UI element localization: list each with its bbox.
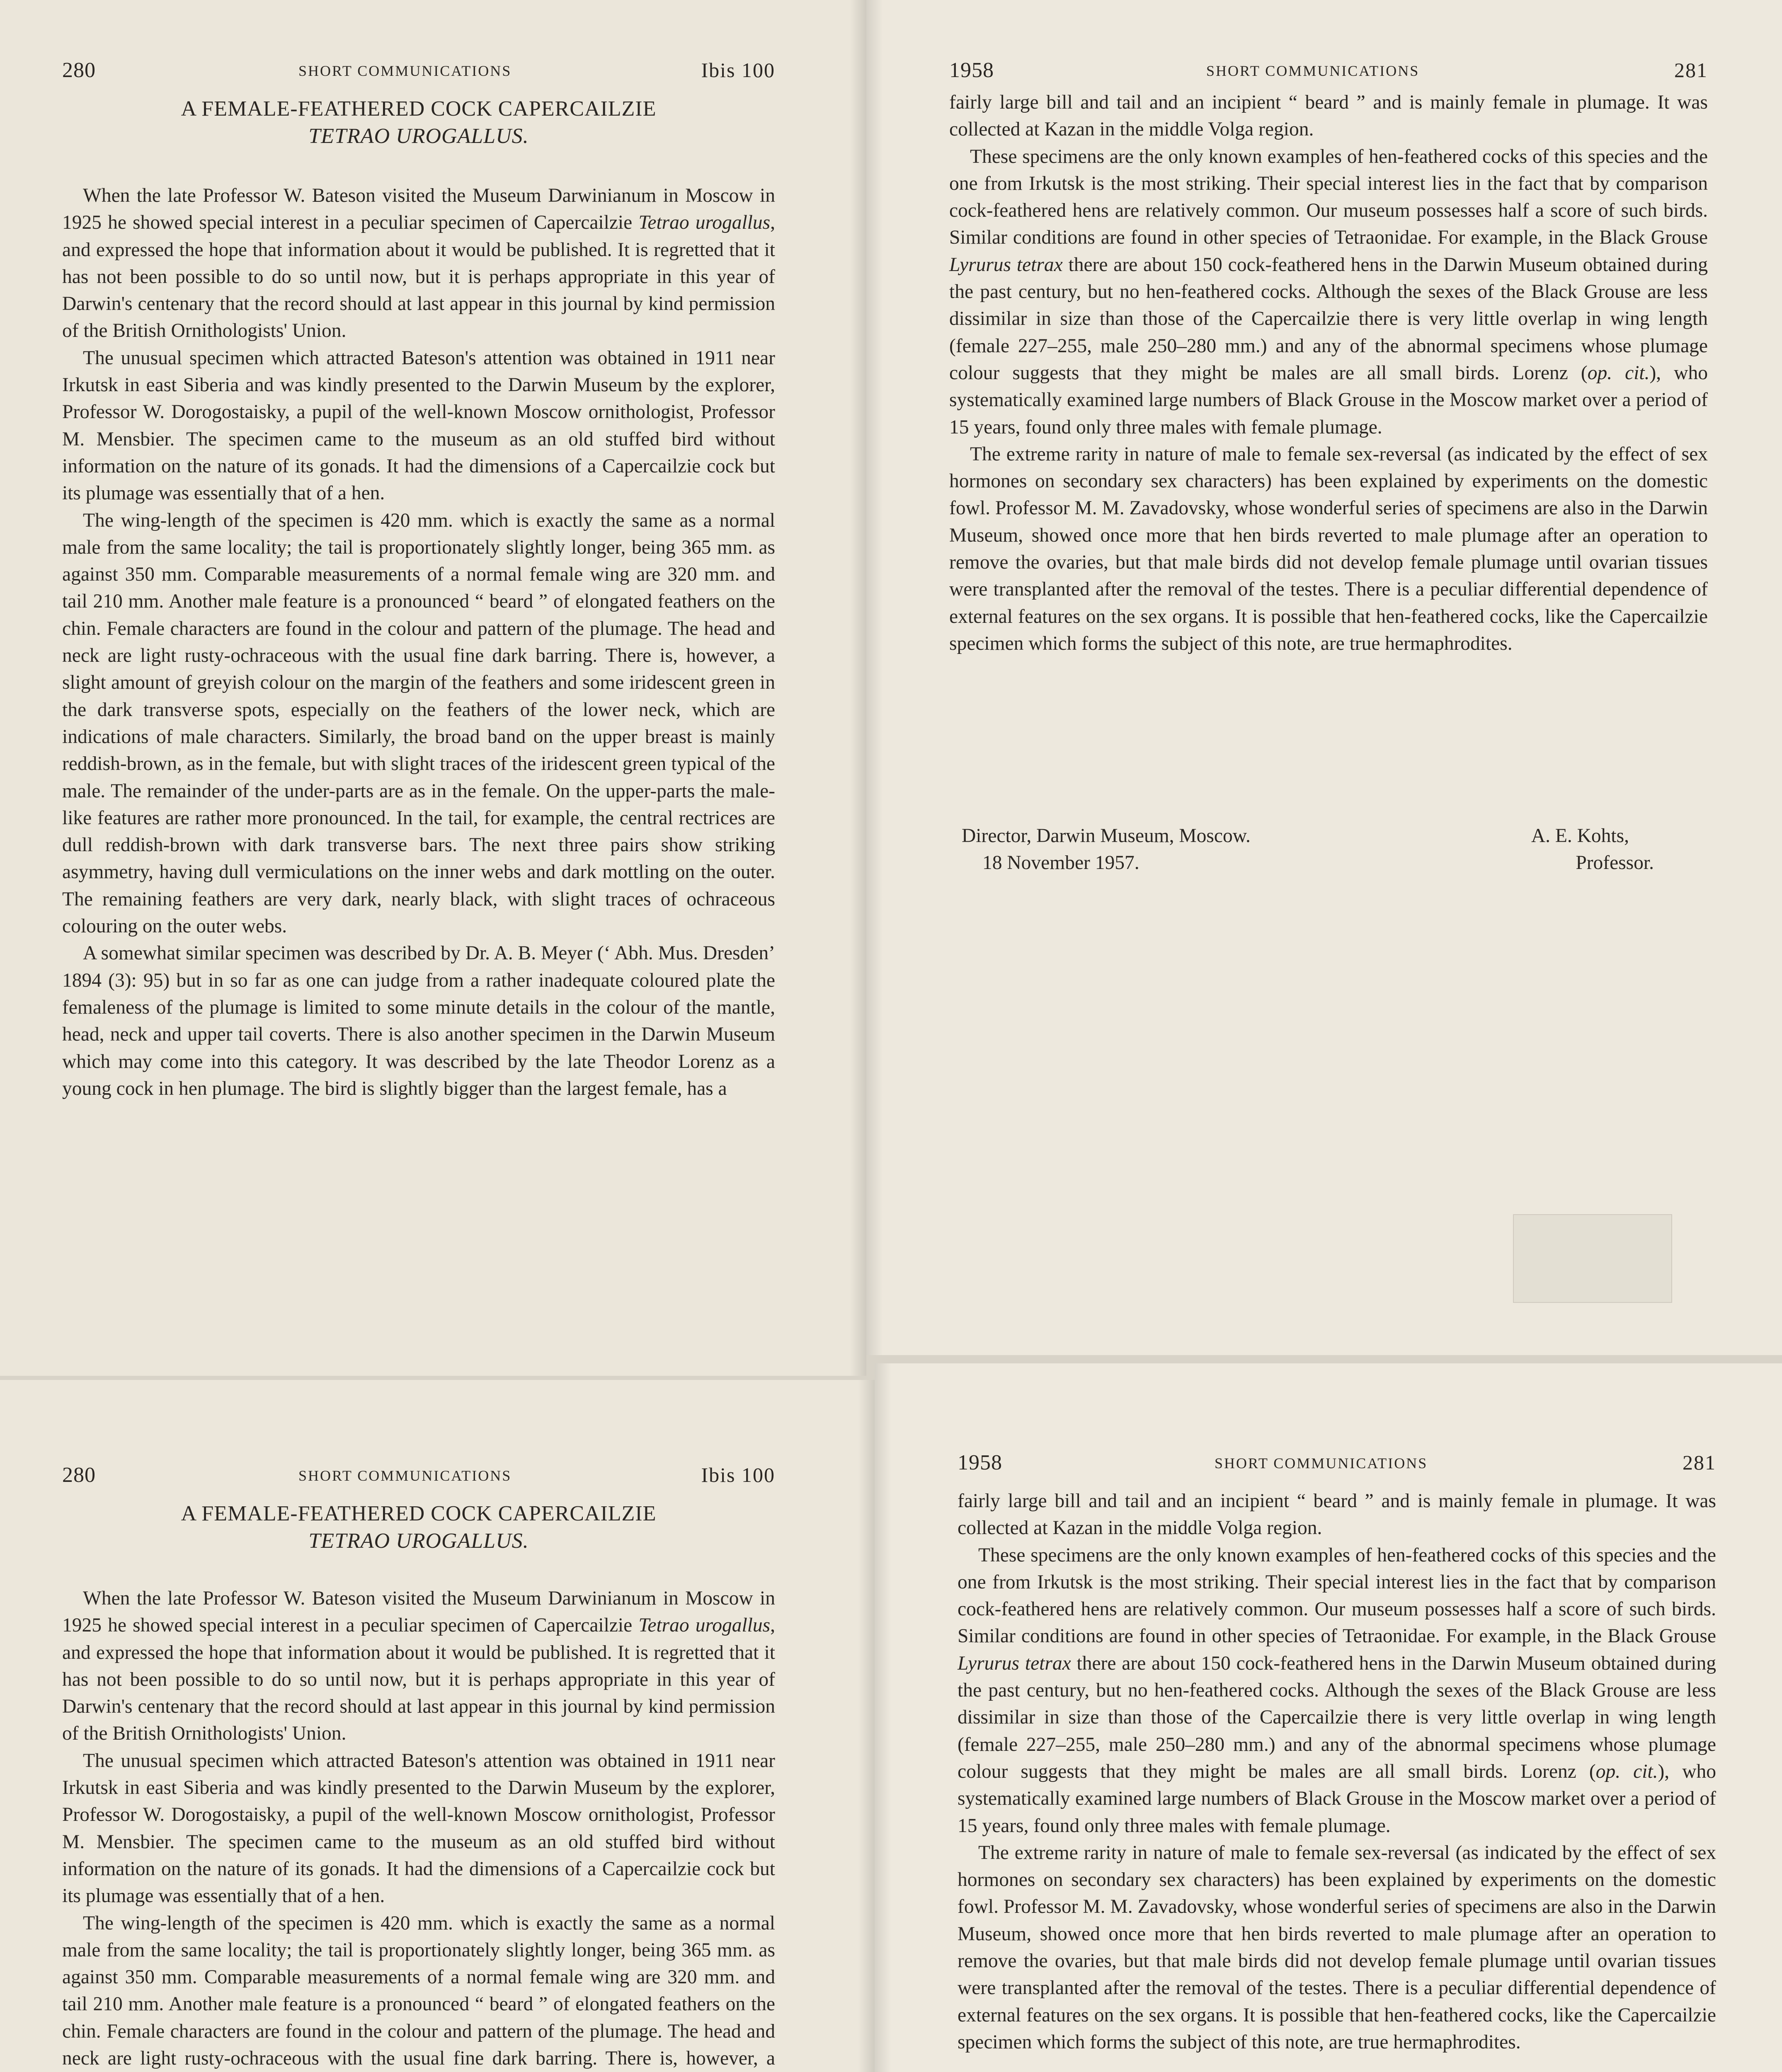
- running-head: SHORT COMMUNICATIONS: [298, 1467, 512, 1484]
- paragraph: The unusual specimen which attracted Bateson's attention was obtained in 1911 near Irkutsk in east Siberia and was kindly presented to the Darwin Museum by the explorer, Professor W. Dorogostaisky, a pupil of the well-known Moscow ornithologist, Professor M. Mensbier. The specimen came to the museum as an old stuffed bird without information on the nature of its gonads. It had the dimensions of a Capercailzie cock but its plumage was essentially that of a hen.: [62, 347, 775, 504]
- page-281-top: [866, 0, 1782, 1355]
- page-281-bottom: [875, 1363, 1782, 2072]
- article-body: [62, 1585, 775, 2072]
- page-header: [958, 1450, 1716, 1475]
- gutter-shadow: [850, 0, 866, 1376]
- running-head: SHORT COMMUNICATIONS: [1206, 63, 1420, 79]
- journal-year: 1958: [958, 1451, 1002, 1474]
- paragraph: When the late Professor W. Bateson visited the Museum Darwinianum in Moscow in 1925 he showed special interest in a peculiar specimen of Capercailzie Tetrao urogallus, and expressed the hope that information about it would be published. It is regretted that it has not been possible to do so until now, but it is perhaps appropriate in this year of Darwin's centenary that the record should at last appear in this journal by kind permission of the British Ornithologists' Union.: [62, 1588, 775, 1745]
- article-body: [949, 89, 1708, 657]
- paragraph: fairly large bill and tail and an incipient “ beard ” and is mainly female in plumage. It was collected at Kazan in the middle Volga region.: [958, 1490, 1716, 1539]
- journal-name: Ibis 100: [701, 58, 775, 82]
- page-number: 281: [1674, 58, 1708, 82]
- paragraph: These specimens are the only known examples of hen-feathered cocks of this species and the one from Irkutsk is the most striking. Their special interest lies in the fact that by comparison cock-feathered hens are relatively common. Our museum possesses half a score of such birds. Similar conditions are found in other species of Tetraonidae. For example, in the Black Grouse Lyrurus tetrax there are about 150 cock-feathered hens in the Darwin Museum obtained during the past century, but no hen-feathered cocks. Although the sexes of the Black Grouse are less dissimilar in size than those of the Capercailzie there is very little overlap in wing length (female 227–255, male 250–280 mm.) and any of the abnormal specimens whose plumage colour suggests that they might be males are all small birds. Lorenz (op. cit.), who systematically examined large numbers of Black Grouse in the Moscow market over a period of 15 years, found only three males with female plumage.: [949, 145, 1708, 438]
- title-main: A FEMALE-FEATHERED COCK CAPERCAILZIE: [181, 1502, 657, 1525]
- gutter-shadow: [866, 0, 883, 1355]
- running-head: SHORT COMMUNICATIONS: [298, 63, 512, 79]
- page-header: [949, 58, 1708, 83]
- title-species: TETRAO UROGALLUS.: [308, 124, 529, 148]
- paragraph: fairly large bill and tail and an incipient “ beard ” and is mainly female in plumage. It was collected at Kazan in the middle Volga region.: [949, 92, 1708, 140]
- author-name: A. E. Kohts,: [1531, 825, 1629, 847]
- page-header: [62, 58, 775, 83]
- page-280-top: [0, 0, 866, 1376]
- paragraph: The extreme rarity in nature of male to female sex-reversal (as indicated by the effect of sex hormones on secondary sex characters) has been explained by experiments on the domestic fowl. Professor M. M. Zavadovsky, whose wonderful series of specimens are also in the Darwin Museum, showed once more that hen birds reverted to male plumage after an operation to remove the ovaries, but that male birds did not develop female plumage until ovarian tissues were transplanted after the removal of the testes. There is a peculiar differential dependence of external features on the sex organs. It is possible that hen-feathered cocks, like the Capercailzie specimen which forms the subject of this note, are true hermaphrodites.: [949, 443, 1708, 654]
- article-body: [958, 1488, 1716, 2056]
- paragraph: The wing-length of the specimen is 420 mm. which is exactly the same as a normal male from the same locality; the tail is proportionately slightly longer, being 365 mm. as against 350 mm. Comparable measurements of a normal female wing are 320 mm. and tail 210 mm. Another male feature is a pronounced “ beard ” of elongated feathers on the chin. Female characters are found in the colour and pattern of the plumage. The head and neck are light rusty-ochraceous with the usual fine dark barring. There is, however, a: [62, 1912, 775, 2070]
- page-number: 280: [62, 58, 96, 82]
- paragraph: When the late Professor W. Bateson visited the Museum Darwinianum in Moscow in 1925 he showed special interest in a peculiar specimen of Capercailzie Tetrao urogallus, and expressed the hope that information about it would be published. It is regretted that it has not been possible to do so until now, but it is perhaps appropriate in this year of Darwin's centenary that the record should at last appear in this journal by kind permission of the British Ornithologists' Union.: [62, 185, 775, 342]
- page-header: [62, 1463, 775, 1488]
- paragraph: A somewhat similar specimen was described by Dr. A. B. Meyer (‘ Abh. Mus. Dresden’ 1894 (3): 95) but in so far as one can judge from a rather inadequate coloured plate the femaleness of the plumage is limited to some minute details in the colour of the mantle, head, neck and upper tail coverts. There is also another specimen in the Darwin Museum which may come into this category. It was described by the late Theodor Lorenz as a young cock in hen plumage. The bird is slightly bigger than the largest female, has a: [62, 942, 775, 1099]
- title-main: A FEMALE-FEATHERED COCK CAPERCAILZIE: [181, 97, 657, 121]
- title-species: TETRAO UROGALLUS.: [308, 1529, 529, 1553]
- paragraph: The unusual specimen which attracted Bateson's attention was obtained in 1911 near Irkutsk in east Siberia and was kindly presented to the Darwin Museum by the explorer, Professor W. Dorogostaisky, a pupil of the well-known Moscow ornithologist, Professor M. Mensbier. The specimen came to the museum as an old stuffed bird without information on the nature of its gonads. It had the dimensions of a Capercailzie cock but its plumage was essentially that of a hen.: [62, 1750, 775, 1907]
- paragraph: The wing-length of the specimen is 420 mm. which is exactly the same as a normal male from the same locality; the tail is proportionately slightly longer, being 365 mm. as against 350 mm. Comparable measurements of a normal female wing are 320 mm. and tail 210 mm. Another male feature is a pronounced “ beard ” of elongated feathers on the chin. Female characters are found in the colour and pattern of the plumage. The head and neck are light rusty-ochraceous with the usual fine dark barring. There is, however, a slight amount of greyish colour on the margin of the feathers and some iridescent green in the dark transverse spots, especially on the feathers of the lower neck, which are indications of male characters. Similarly, the broad band on the upper breast is mainly reddish-brown, as in the female, but with slight traces of the iridescent green typical of the male. The remainder of the under-parts are as in the female. On the upper-parts the male-like features are rather more pronounced. In the tail, for example, the central rectrices are dull reddish-brown with dark transverse bars. The next three pairs show striking asymmetry, having dull vermiculations on the inner webs and dark mottling on the outer. The remaining feathers are very dark, nearly black, with slight traces of ochraceous colouring on the outer webs.: [62, 509, 775, 937]
- page-280-bottom: [0, 1380, 875, 2072]
- paragraph: The extreme rarity in nature of male to female sex-reversal (as indicated by the effect of sex hormones on secondary sex characters) has been explained by experiments on the domestic fowl. Professor M. M. Zavadovsky, whose wonderful series of specimens are also in the Darwin Museum, showed once more that hen birds reverted to male plumage after an operation to remove the ovaries, but that male birds did not develop female plumage until ovarian tissues were transplanted after the removal of the testes. There is a peculiar differential dependence of external features on the sex organs. It is possible that hen-feathered cocks, like the Capercailzie specimen which forms the subject of this note, are true hermaphrodites.: [958, 1842, 1716, 2053]
- author-title: Professor.: [1576, 852, 1654, 874]
- date: 18 November 1957.: [982, 852, 1140, 874]
- journal-year: 1958: [949, 58, 994, 82]
- gutter-shadow: [875, 1363, 891, 2072]
- article-title: [62, 95, 775, 150]
- gutter-shadow: [858, 1380, 875, 2072]
- article-title: [62, 1500, 775, 1555]
- journal-name: Ibis 100: [701, 1463, 775, 1486]
- page-number: 281: [1683, 1451, 1716, 1474]
- page-number: 280: [62, 1463, 96, 1487]
- article-body: [62, 182, 775, 1102]
- affiliation: Director, Darwin Museum, Moscow.: [962, 825, 1251, 847]
- running-head: SHORT COMMUNICATIONS: [1215, 1455, 1428, 1472]
- library-stamp: [1513, 1214, 1672, 1303]
- paragraph: These specimens are the only known examples of hen-feathered cocks of this species and the one from Irkutsk is the most striking. Their special interest lies in the fact that by comparison cock-feathered hens are relatively common. Our museum possesses half a score of such birds. Similar conditions are found in other species of Tetraonidae. For example, in the Black Grouse Lyrurus tetrax there are about 150 cock-feathered hens in the Darwin Museum obtained during the past century, but no hen-feathered cocks. Although the sexes of the Black Grouse are less dissimilar in size than those of the Capercailzie there is very little overlap in wing length (female 227–255, male 250–280 mm.) and any of the abnormal specimens whose plumage colour suggests that they might be males are all small birds. Lorenz (op. cit.), who systematically examined large numbers of Black Grouse in the Moscow market over a period of 15 years, found only three males with female plumage.: [958, 1544, 1716, 1837]
